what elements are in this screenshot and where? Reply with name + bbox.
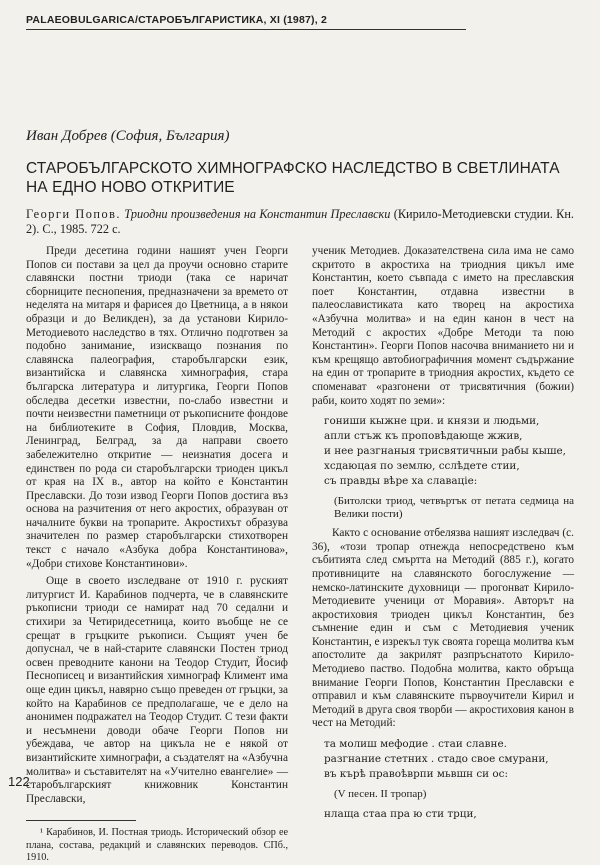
text-columns bbox=[26, 245, 574, 865]
paragraph: Още в своето изследване от 1910 г. руският литургист И. Карабинов подчерта, че в славянските ръкописни триоди се намират над 70 седални и стихири за Четиридесетница, които въобще не се срещат в гръцките ръкописи. Същият учен бе допуснал, че в най-старите славянски Постен триод освен преводните канони на Теодор Студит, Йосиф Песнописец и византийския химнограф Климент има още един цикъл, навярно също преведен от гръцки, за който на Карабинов се предполагаше, че е дело на анонимен подражател на Теодор Студит. С тези факти и несъмнени доводи обаче Георги Попов ни убеждава, че автор на цикъла не е някой от византийските химнографи, а създателят на «Азбучна молитва» и съставителят на «Учително евангелие» — старобългарският книжовник Константин Преславски, bbox=[26, 575, 288, 805]
footnote-divider bbox=[26, 820, 136, 821]
quote-line: въ кърѣ правоѣврпи мьвшн си ос: bbox=[324, 768, 508, 781]
reviewed-book-author: Георги Попов. bbox=[26, 207, 121, 221]
quote-source: (Битолски триод, четвъртък от петата седмица на Велики пости) bbox=[334, 495, 574, 521]
running-head: PALAEOBULGARICA/СТАРОБЪЛГАРИСТИКА, XI (1987), 2 bbox=[26, 14, 466, 30]
paragraph: Преди десетина години нашият учен Георги Попов си постави за цел да проучи основно старите славянски постни триоди (така се наричат сборниците песнопения, предназначени за времето от неделята на митаря и фарисея до Цветница, а в някои образци и до Великден), за да установи Кирило-Методиевото наследство в тях. Отлично подготвен за подобно занимание, изискващо познания по славянска палеография, старобългарски език, византийска и славянска химнография, стара българска литература и литургика, Георги Попов обследва десетки известни, по-слабо известни и почти неизвестни паметници от ръкописните фондове на библиотеките в София, Пловдив, Москва, Ленинград, Белград, за да направи своето забележително откритие — неизнатия досега и единствен по рода си старобългарски триоден цикъл от края на IX в., автор на който е Константин Преславски. До този извод Георги Попов достига въз основа на разчитения от него акростих, образуван от началните букви на тропарите. Акростихът образува значителен по размер старобългарски стихотворен текст с начало «Азбука добра Константинова», «Добри стихове Константинови». bbox=[26, 245, 288, 570]
quote-line: гониши кыжне цри. и князи и людьми, bbox=[324, 415, 540, 428]
left-column bbox=[26, 245, 288, 865]
article-author: Иван Добрев (София, България) bbox=[26, 128, 230, 144]
quote-line: съ правды вѣре ха славаціе: bbox=[324, 475, 478, 488]
quote-line: нлаща стаа пра ю сти трци, bbox=[324, 808, 477, 821]
page-number: 122 bbox=[8, 774, 30, 789]
footnote: ¹ Карабинов, И. Постная триодь. Исторический обзор ее плана, состава, редакций и славянских переводов. СПб., 1910. bbox=[26, 827, 288, 864]
old-bulgarian-quote-2 bbox=[324, 737, 574, 782]
paragraph: Както с основание отбелязва нашият изследвач (с. 36), «този тропар отнежда непосредствено към събитията след смъртта на Методий (885 г.), когато противниците на славянското богослужение — немско-латинските духовници — прогонват Кирило-Методиевите ученици от Моравия». Авторът на акростиховия триоден цикъл Константин, без съмнение един и съм с Методиевия ученик Константин, е изрекъл тук своята гореща молитва към апостолите да закрилят разпръснатото Кирило-Методиево паство. Подобна молитва, както обръща внимание Георги Попов, Константин Преславски е отправил и към славянските първоучители Кирил и Методий в друга своя творби — акростиховия канон в чест на Методий: bbox=[312, 527, 574, 730]
quote-source: (V песен. II тропар) bbox=[334, 788, 427, 801]
quote-line: та молиш мефодие . стаи славне. bbox=[324, 738, 507, 751]
quote-line: разгнание стетних . стадо свое смурани, bbox=[324, 753, 549, 766]
reviewed-book-reference bbox=[26, 207, 574, 237]
quote-line: хсдаюцая по землю, сслѣдете стии, bbox=[324, 460, 520, 473]
paragraph: ученик Методиев. Доказателствена сила има не само скритото в акростиха на триодния цикъл име Константин, което съвпада с името на преславския поет Константин, отдавна известни в палеославистиката като творец на акростиха «Азбучна молитва» и на един канон в чест на Методий с акростих «Добре Методи та пою Константин». Георги Попов насочва вниманието ни и към крещящо автобиографичния момент съдържание на един от тропарите в триодния акростих, където се споменават «разгонени от трисвятичния (божии) раби, които ходят по земи»: bbox=[312, 245, 574, 407]
quote-line: апли стъж къ проповѣдающе жжив, bbox=[324, 430, 523, 443]
right-column bbox=[312, 245, 574, 865]
quote-line: и нее разгнаныя трисвятичныи рабы кыше, bbox=[324, 445, 566, 458]
reviewed-book-title: Триодни произведения на Константин Преславски bbox=[124, 207, 391, 221]
old-bulgarian-quote-3 bbox=[324, 807, 574, 822]
article-title: СТАРОБЪЛГАРСКОТО ХИМНОГРАФСКО НАСЛЕДСТВО В СВЕТЛИНАТА НА ЕДНО НОВО ОТКРИТИЕ bbox=[26, 160, 560, 196]
old-bulgarian-quote-1 bbox=[324, 414, 574, 489]
reviewed-book-details: (Кирило-Методиевски студии. Кн. 2). С., 1985. 722 с. bbox=[26, 207, 574, 236]
